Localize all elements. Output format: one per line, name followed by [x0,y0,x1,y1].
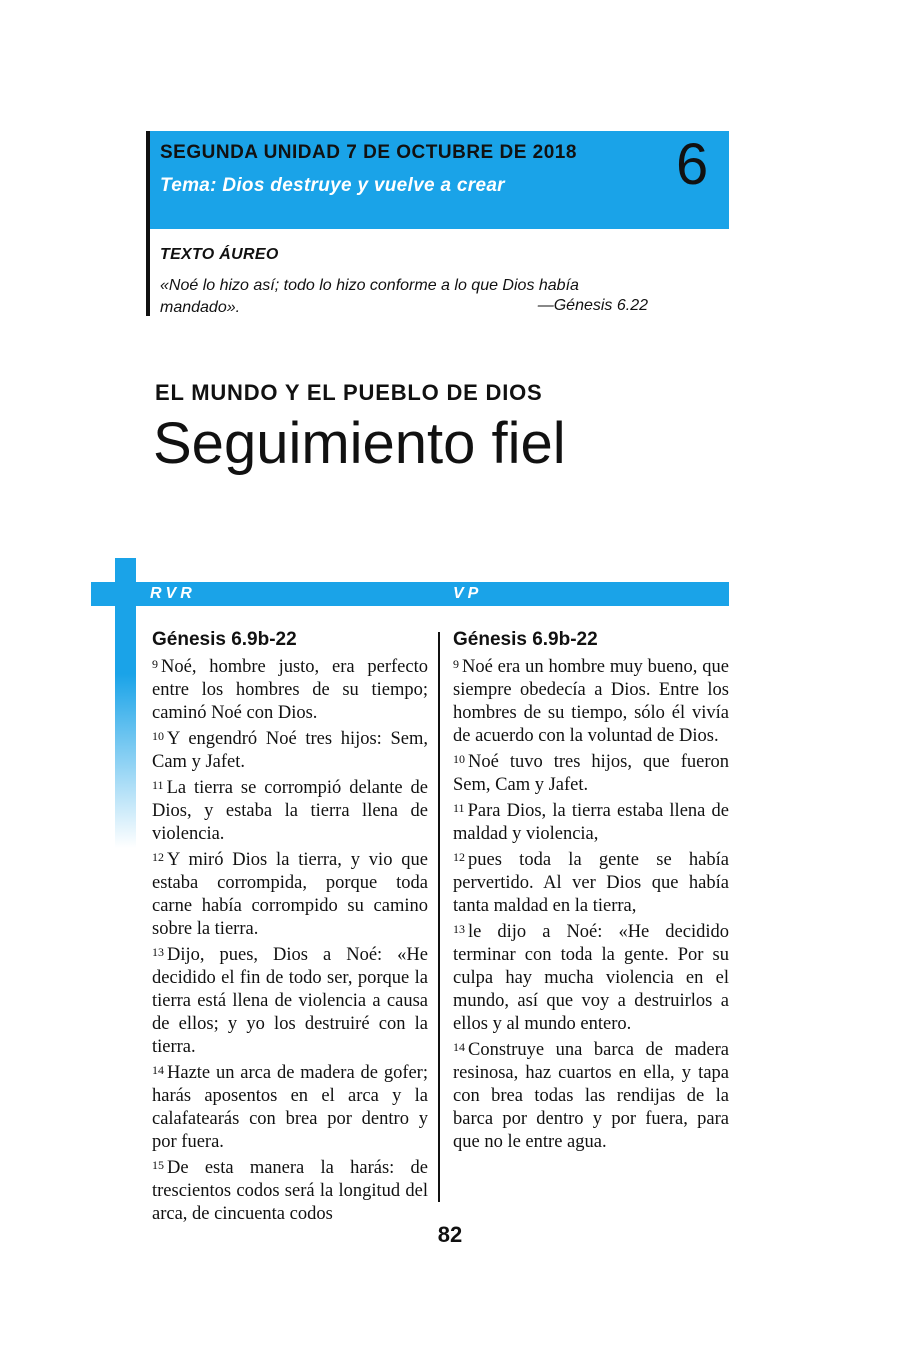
verse-text: Noé tuvo tres hijos, que fueron Sem, Cam y Jafet. [453,752,729,795]
verse [152,725,428,774]
verse-number: 12 [152,850,164,864]
verse-text: Y engendró Noé tres hijos: Sem, Cam y Jafet. [152,729,428,772]
verse-number: 15 [152,1158,164,1172]
verse-text: Y miró Dios la tierra, y vio que estaba corrompida, porque toda carne había corrompido su camino sobre la tierra. [152,850,428,939]
verse-number: 14 [152,1063,164,1077]
verse-number: 11 [453,801,465,815]
verse-text: pues toda la gente se había pervertido. Al ver Dios que había tanta maldad en la tierra, [453,850,729,916]
verse [152,941,428,1059]
verse [152,653,428,725]
verse-number: 12 [453,850,465,864]
golden-text-reference: —Génesis 6.22 [537,297,648,314]
rvr-passage-heading: Génesis 6.9b-22 [152,629,297,650]
verse [453,846,729,918]
verse-text: De esta manera la harás: de trescientos codos será la longitud del arca, de cincuenta codos [152,1158,428,1224]
golden-text-label: TEXTO ÁUREO [160,246,279,263]
verse [453,797,729,846]
verse [453,748,729,797]
verse-number: 9 [152,657,158,671]
version-label-rvr: RVR [150,585,196,602]
version-label-vp: VP [453,585,483,602]
verse [453,1036,729,1154]
verse [152,1059,428,1154]
verse-number: 13 [152,945,164,959]
column-divider [438,632,440,1202]
golden-text-quote: «Noé lo hizo así; todo lo hizo conforme a lo que Dios había mandado». [160,277,579,316]
page-number: 82 [437,1222,463,1247]
vp-verses [453,653,729,1154]
header-left-rule [146,131,150,316]
vp-passage-heading: Génesis 6.9b-22 [453,629,598,650]
verse-number: 13 [453,922,465,936]
verse-number: 10 [453,752,465,766]
verse-text: Hazte un arca de madera de gofer; harás aposentos en el arca y la calafatearás con brea por dentro y por fuera. [152,1063,428,1152]
verse-number: 11 [152,778,164,792]
rvr-column [152,628,428,1226]
rvr-verses [152,653,428,1226]
lesson-theme: Tema: Dios destruye y vuelve a crear [160,175,505,196]
verse-text: Noé, hombre justo, era perfecto entre los hombres de su tiempo; caminó Noé con Dios. [152,657,428,723]
verse [453,918,729,1036]
verse [152,1154,428,1226]
unit-date-line: SEGUNDA UNIDAD 7 DE OCTUBRE DE 2018 [160,142,577,163]
verse [453,653,729,748]
verse-number: 10 [152,729,164,743]
verse-number: 14 [453,1040,465,1054]
verse [152,774,428,846]
verse-text: le dijo a Noé: «He decidido terminar con toda la gente. Por su culpa hay mucha violencia en el mundo, así que voy a destruirlos a ellos y al mundo entero. [453,922,729,1034]
verse [152,846,428,941]
verse-number: 9 [453,657,459,671]
lesson-number: 6 [676,132,709,197]
verse-text: Dijo, pues, Dios a Noé: «He decidido el fin de todo ser, porque la tierra está llena de violencia a causa de ellos; y yo los destruiré con la tierra. [152,945,428,1057]
lesson-title: Seguimiento fiel [153,411,566,476]
vp-column [453,628,729,1154]
verse-text: Construye una barca de madera resinosa, haz cuartos en ella, y tapa con brea todas las rendijas de la barca por dentro y por fuera, para que no le entre agua. [453,1040,729,1152]
verse-text: Noé era un hombre muy bueno, que siempre obedecía a Dios. Entre los hombres de su tiempo, sólo él vivía de acuerdo con la voluntad de Dios. [453,657,729,746]
verse-text: La tierra se corrompió delante de Dios, y estaba la tierra llena de violencia. [152,778,428,844]
section-kicker: EL MUNDO Y EL PUEBLO DE DIOS [155,380,543,405]
verse-text: Para Dios, la tierra estaba llena de maldad y violencia, [453,801,729,844]
